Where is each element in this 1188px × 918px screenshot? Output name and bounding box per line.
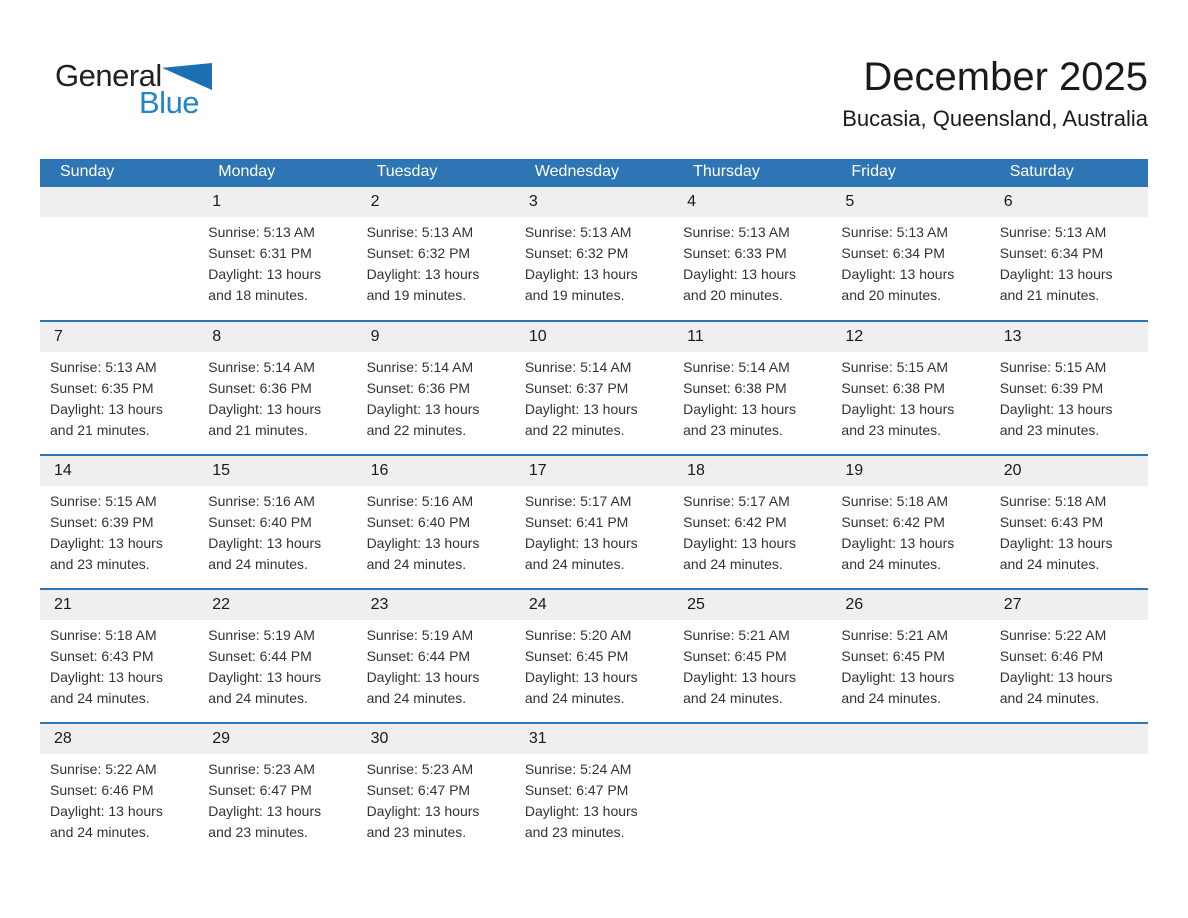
day-number: 3	[515, 187, 673, 217]
day-cell-17	[515, 455, 673, 589]
day-cell-24	[515, 589, 673, 723]
weekday-header-sunday: Sunday	[40, 159, 198, 187]
day-number	[831, 724, 989, 754]
day-number: 27	[990, 590, 1148, 620]
logo-text-general: General	[55, 58, 162, 93]
day-cell-15	[198, 455, 356, 589]
daylight-text-line2: and 24 minutes.	[524, 556, 625, 572]
sunrise-text: Sunrise: 5:23 AM	[366, 761, 474, 777]
sunrise-text: Sunrise: 5:14 AM	[524, 359, 632, 375]
daylight-text-line1: Daylight: 13 hours	[50, 401, 163, 417]
daylight-text-line1: Daylight: 13 hours	[366, 266, 480, 282]
sunset-text: Sunset: 6:34 PM	[999, 245, 1104, 261]
daylight-text-line2: and 21 minutes.	[208, 422, 308, 438]
day-info	[515, 754, 673, 843]
daylight-text-line2: and 24 minutes.	[50, 690, 150, 706]
day-cell-9	[357, 321, 515, 455]
sunrise-text: Sunrise: 5:14 AM	[683, 359, 790, 375]
week-row	[40, 455, 1148, 589]
sunset-text: Sunset: 6:32 PM	[366, 245, 471, 261]
sunrise-text: Sunrise: 5:15 AM	[841, 359, 949, 375]
weekday-header-thursday: Thursday	[673, 159, 831, 187]
general-blue-logo	[55, 60, 275, 126]
weekday-header-row	[40, 159, 1148, 187]
sunset-text: Sunset: 6:38 PM	[683, 380, 787, 396]
daylight-text-line2: and 21 minutes.	[999, 287, 1100, 303]
sunset-text: Sunset: 6:41 PM	[524, 514, 629, 530]
day-cell-10	[515, 321, 673, 455]
day-number: 4	[673, 187, 831, 217]
daylight-text-line1: Daylight: 13 hours	[208, 535, 322, 551]
day-cell-20	[990, 455, 1148, 589]
day-number	[40, 187, 198, 217]
sunset-text: Sunset: 6:31 PM	[208, 245, 312, 261]
daylight-text-line1: Daylight: 13 hours	[524, 401, 638, 417]
day-info	[40, 486, 198, 575]
day-number: 25	[673, 590, 831, 620]
empty-day-cell	[831, 723, 989, 857]
day-number: 23	[357, 590, 515, 620]
sunset-text: Sunset: 6:36 PM	[208, 380, 312, 396]
day-number	[990, 724, 1148, 754]
sunrise-text: Sunrise: 5:14 AM	[366, 359, 474, 375]
daylight-text-line2: and 24 minutes.	[50, 824, 150, 840]
day-info	[831, 486, 989, 575]
day-number: 13	[990, 322, 1148, 352]
day-number	[673, 724, 831, 754]
day-number: 12	[831, 322, 989, 352]
daylight-text-line1: Daylight: 13 hours	[841, 401, 955, 417]
day-number: 19	[831, 456, 989, 486]
empty-day-cell	[990, 723, 1148, 857]
sunrise-text: Sunrise: 5:13 AM	[999, 224, 1107, 240]
day-info	[990, 352, 1148, 441]
day-info	[198, 217, 356, 306]
day-number: 21	[40, 590, 198, 620]
day-number: 29	[198, 724, 356, 754]
day-number: 26	[831, 590, 989, 620]
day-number: 20	[990, 456, 1148, 486]
daylight-text-line1: Daylight: 13 hours	[999, 266, 1113, 282]
empty-day-cell	[673, 723, 831, 857]
sunset-text: Sunset: 6:43 PM	[999, 514, 1104, 530]
daylight-text-line2: and 23 minutes.	[999, 422, 1100, 438]
daylight-text-line1: Daylight: 13 hours	[50, 535, 163, 551]
sunrise-text: Sunrise: 5:22 AM	[999, 627, 1107, 643]
day-number: 28	[40, 724, 198, 754]
day-cell-2	[357, 187, 515, 321]
day-cell-6	[990, 187, 1148, 321]
day-number: 1	[198, 187, 356, 217]
weekday-header-tuesday: Tuesday	[357, 159, 515, 187]
sunset-text: Sunset: 6:47 PM	[524, 782, 629, 798]
day-info	[673, 217, 831, 306]
sunset-text: Sunset: 6:37 PM	[524, 380, 629, 396]
page-subtitle: Bucasia, Queensland, Australia	[842, 106, 1148, 131]
sunrise-text: Sunrise: 5:19 AM	[366, 627, 474, 643]
daylight-text-line1: Daylight: 13 hours	[208, 803, 322, 819]
day-number: 11	[673, 322, 831, 352]
sunrise-text: Sunrise: 5:13 AM	[524, 224, 632, 240]
daylight-text-line1: Daylight: 13 hours	[366, 401, 480, 417]
day-info	[831, 352, 989, 441]
daylight-text-line1: Daylight: 13 hours	[208, 669, 322, 685]
weekday-header-wednesday: Wednesday	[515, 159, 673, 187]
day-cell-19	[831, 455, 989, 589]
sunset-text: Sunset: 6:45 PM	[683, 648, 787, 664]
daylight-text-line1: Daylight: 13 hours	[366, 535, 480, 551]
week-row	[40, 723, 1148, 857]
day-number: 22	[198, 590, 356, 620]
daylight-text-line2: and 24 minutes.	[841, 690, 942, 706]
weekday-header-saturday: Saturday	[990, 159, 1148, 187]
sunset-text: Sunset: 6:42 PM	[683, 514, 787, 530]
day-number: 15	[198, 456, 356, 486]
sunrise-text: Sunrise: 5:14 AM	[208, 359, 315, 375]
sunrise-text: Sunrise: 5:18 AM	[999, 493, 1107, 509]
daylight-text-line2: and 24 minutes.	[841, 556, 942, 572]
day-number: 10	[515, 322, 673, 352]
daylight-text-line2: and 24 minutes.	[999, 690, 1100, 706]
day-info	[198, 486, 356, 575]
day-number: 17	[515, 456, 673, 486]
daylight-text-line1: Daylight: 13 hours	[999, 401, 1113, 417]
daylight-text-line2: and 23 minutes.	[841, 422, 942, 438]
week-row	[40, 589, 1148, 723]
sunset-text: Sunset: 6:39 PM	[50, 514, 154, 530]
daylight-text-line2: and 23 minutes.	[50, 556, 150, 572]
daylight-text-line1: Daylight: 13 hours	[50, 803, 163, 819]
sunset-text: Sunset: 6:35 PM	[50, 380, 154, 396]
day-cell-7	[40, 321, 198, 455]
page-title: December 2025	[863, 55, 1148, 99]
day-info	[673, 620, 831, 709]
day-info	[198, 754, 356, 843]
daylight-text-line2: and 22 minutes.	[524, 422, 625, 438]
daylight-text-line1: Daylight: 13 hours	[208, 266, 322, 282]
daylight-text-line2: and 24 minutes.	[683, 556, 783, 572]
daylight-text-line1: Daylight: 13 hours	[841, 669, 955, 685]
day-number: 31	[515, 724, 673, 754]
day-cell-30	[357, 723, 515, 857]
sunrise-text: Sunrise: 5:18 AM	[841, 493, 949, 509]
daylight-text-line2: and 19 minutes.	[524, 287, 625, 303]
sunset-text: Sunset: 6:45 PM	[524, 648, 629, 664]
sunrise-text: Sunrise: 5:13 AM	[366, 224, 474, 240]
day-info	[357, 217, 515, 306]
day-number: 30	[357, 724, 515, 754]
daylight-text-line2: and 24 minutes.	[999, 556, 1100, 572]
daylight-text-line1: Daylight: 13 hours	[683, 401, 796, 417]
daylight-text-line2: and 23 minutes.	[524, 824, 625, 840]
day-info	[515, 486, 673, 575]
daylight-text-line1: Daylight: 13 hours	[366, 669, 480, 685]
daylight-text-line1: Daylight: 13 hours	[50, 669, 163, 685]
sunrise-text: Sunrise: 5:13 AM	[841, 224, 949, 240]
sunrise-text: Sunrise: 5:18 AM	[50, 627, 157, 643]
daylight-text-line2: and 23 minutes.	[683, 422, 783, 438]
day-info	[40, 620, 198, 709]
day-info	[990, 217, 1148, 306]
daylight-text-line1: Daylight: 13 hours	[999, 535, 1113, 551]
sunset-text: Sunset: 6:34 PM	[841, 245, 945, 261]
daylight-text-line2: and 20 minutes.	[841, 287, 942, 303]
day-info	[357, 352, 515, 441]
sunset-text: Sunset: 6:44 PM	[366, 648, 471, 664]
sunset-text: Sunset: 6:43 PM	[50, 648, 154, 664]
daylight-text-line1: Daylight: 13 hours	[524, 535, 638, 551]
day-info	[515, 620, 673, 709]
sunrise-text: Sunrise: 5:22 AM	[50, 761, 157, 777]
daylight-text-line1: Daylight: 13 hours	[841, 266, 955, 282]
day-cell-4	[673, 187, 831, 321]
daylight-text-line2: and 20 minutes.	[683, 287, 783, 303]
sunrise-text: Sunrise: 5:23 AM	[208, 761, 315, 777]
day-cell-8	[198, 321, 356, 455]
sunrise-text: Sunrise: 5:17 AM	[683, 493, 790, 509]
day-info	[673, 352, 831, 441]
day-info	[40, 754, 198, 843]
sunrise-text: Sunrise: 5:21 AM	[841, 627, 949, 643]
day-cell-23	[357, 589, 515, 723]
sunrise-text: Sunrise: 5:15 AM	[999, 359, 1107, 375]
day-cell-25	[673, 589, 831, 723]
day-info	[831, 620, 989, 709]
logo-text-blue: Blue	[139, 85, 200, 120]
day-cell-5	[831, 187, 989, 321]
sunset-text: Sunset: 6:32 PM	[524, 245, 629, 261]
day-cell-13	[990, 321, 1148, 455]
daylight-text-line1: Daylight: 13 hours	[683, 669, 796, 685]
day-cell-16	[357, 455, 515, 589]
day-cell-22	[198, 589, 356, 723]
day-number: 5	[831, 187, 989, 217]
calendar-table	[40, 159, 1148, 857]
day-info	[990, 486, 1148, 575]
day-cell-14	[40, 455, 198, 589]
daylight-text-line1: Daylight: 13 hours	[524, 803, 638, 819]
daylight-text-line2: and 24 minutes.	[524, 690, 625, 706]
week-row	[40, 321, 1148, 455]
daylight-text-line1: Daylight: 13 hours	[999, 669, 1113, 685]
sunrise-text: Sunrise: 5:20 AM	[524, 627, 632, 643]
day-number: 6	[990, 187, 1148, 217]
day-info	[40, 352, 198, 441]
daylight-text-line2: and 23 minutes.	[208, 824, 308, 840]
sunset-text: Sunset: 6:46 PM	[999, 648, 1104, 664]
daylight-text-line1: Daylight: 13 hours	[841, 535, 955, 551]
day-number: 2	[357, 187, 515, 217]
day-cell-26	[831, 589, 989, 723]
title-block	[842, 55, 1148, 131]
day-info	[198, 352, 356, 441]
sunset-text: Sunset: 6:45 PM	[841, 648, 945, 664]
day-number: 24	[515, 590, 673, 620]
day-cell-3	[515, 187, 673, 321]
daylight-text-line2: and 22 minutes.	[366, 422, 467, 438]
sunset-text: Sunset: 6:39 PM	[999, 380, 1104, 396]
weekday-header-monday: Monday	[198, 159, 356, 187]
sunrise-text: Sunrise: 5:13 AM	[208, 224, 315, 240]
day-info	[990, 620, 1148, 709]
day-number: 14	[40, 456, 198, 486]
sunset-text: Sunset: 6:44 PM	[208, 648, 312, 664]
sunrise-text: Sunrise: 5:17 AM	[524, 493, 632, 509]
sunset-text: Sunset: 6:40 PM	[366, 514, 471, 530]
daylight-text-line1: Daylight: 13 hours	[683, 535, 796, 551]
daylight-text-line2: and 24 minutes.	[366, 556, 467, 572]
sunset-text: Sunset: 6:47 PM	[366, 782, 471, 798]
sunrise-text: Sunrise: 5:24 AM	[524, 761, 632, 777]
daylight-text-line2: and 21 minutes.	[50, 422, 150, 438]
daylight-text-line1: Daylight: 13 hours	[524, 669, 638, 685]
week-row	[40, 187, 1148, 321]
daylight-text-line2: and 24 minutes.	[208, 690, 308, 706]
day-number: 7	[40, 322, 198, 352]
sunrise-text: Sunrise: 5:15 AM	[50, 493, 157, 509]
day-cell-11	[673, 321, 831, 455]
daylight-text-line1: Daylight: 13 hours	[524, 266, 638, 282]
day-info	[673, 486, 831, 575]
sunrise-text: Sunrise: 5:19 AM	[208, 627, 315, 643]
weekday-header-friday: Friday	[831, 159, 989, 187]
sunset-text: Sunset: 6:36 PM	[366, 380, 471, 396]
sunrise-text: Sunrise: 5:21 AM	[683, 627, 790, 643]
day-cell-21	[40, 589, 198, 723]
sunset-text: Sunset: 6:40 PM	[208, 514, 312, 530]
day-number: 9	[357, 322, 515, 352]
day-cell-31	[515, 723, 673, 857]
day-info	[831, 217, 989, 306]
sunset-text: Sunset: 6:42 PM	[841, 514, 945, 530]
day-info	[198, 620, 356, 709]
day-number: 18	[673, 456, 831, 486]
day-info	[357, 620, 515, 709]
sunrise-text: Sunrise: 5:13 AM	[683, 224, 790, 240]
daylight-text-line2: and 24 minutes.	[208, 556, 308, 572]
daylight-text-line1: Daylight: 13 hours	[208, 401, 322, 417]
day-info	[515, 352, 673, 441]
day-info	[515, 217, 673, 306]
empty-day-cell	[40, 187, 198, 321]
sunrise-text: Sunrise: 5:13 AM	[50, 359, 157, 375]
sunset-text: Sunset: 6:38 PM	[841, 380, 945, 396]
day-cell-18	[673, 455, 831, 589]
sunset-text: Sunset: 6:33 PM	[683, 245, 787, 261]
day-cell-27	[990, 589, 1148, 723]
daylight-text-line2: and 24 minutes.	[683, 690, 783, 706]
day-info	[357, 486, 515, 575]
sunset-text: Sunset: 6:47 PM	[208, 782, 312, 798]
day-cell-12	[831, 321, 989, 455]
daylight-text-line1: Daylight: 13 hours	[683, 266, 796, 282]
daylight-text-line2: and 23 minutes.	[366, 824, 467, 840]
daylight-text-line2: and 18 minutes.	[208, 287, 308, 303]
day-number: 8	[198, 322, 356, 352]
daylight-text-line1: Daylight: 13 hours	[366, 803, 480, 819]
daylight-text-line2: and 19 minutes.	[366, 287, 467, 303]
daylight-text-line2: and 24 minutes.	[366, 690, 467, 706]
sunrise-text: Sunrise: 5:16 AM	[366, 493, 474, 509]
day-number: 16	[357, 456, 515, 486]
day-cell-28	[40, 723, 198, 857]
day-cell-1	[198, 187, 356, 321]
sunrise-text: Sunrise: 5:16 AM	[208, 493, 315, 509]
day-info	[357, 754, 515, 843]
day-cell-29	[198, 723, 356, 857]
sunset-text: Sunset: 6:46 PM	[50, 782, 154, 798]
